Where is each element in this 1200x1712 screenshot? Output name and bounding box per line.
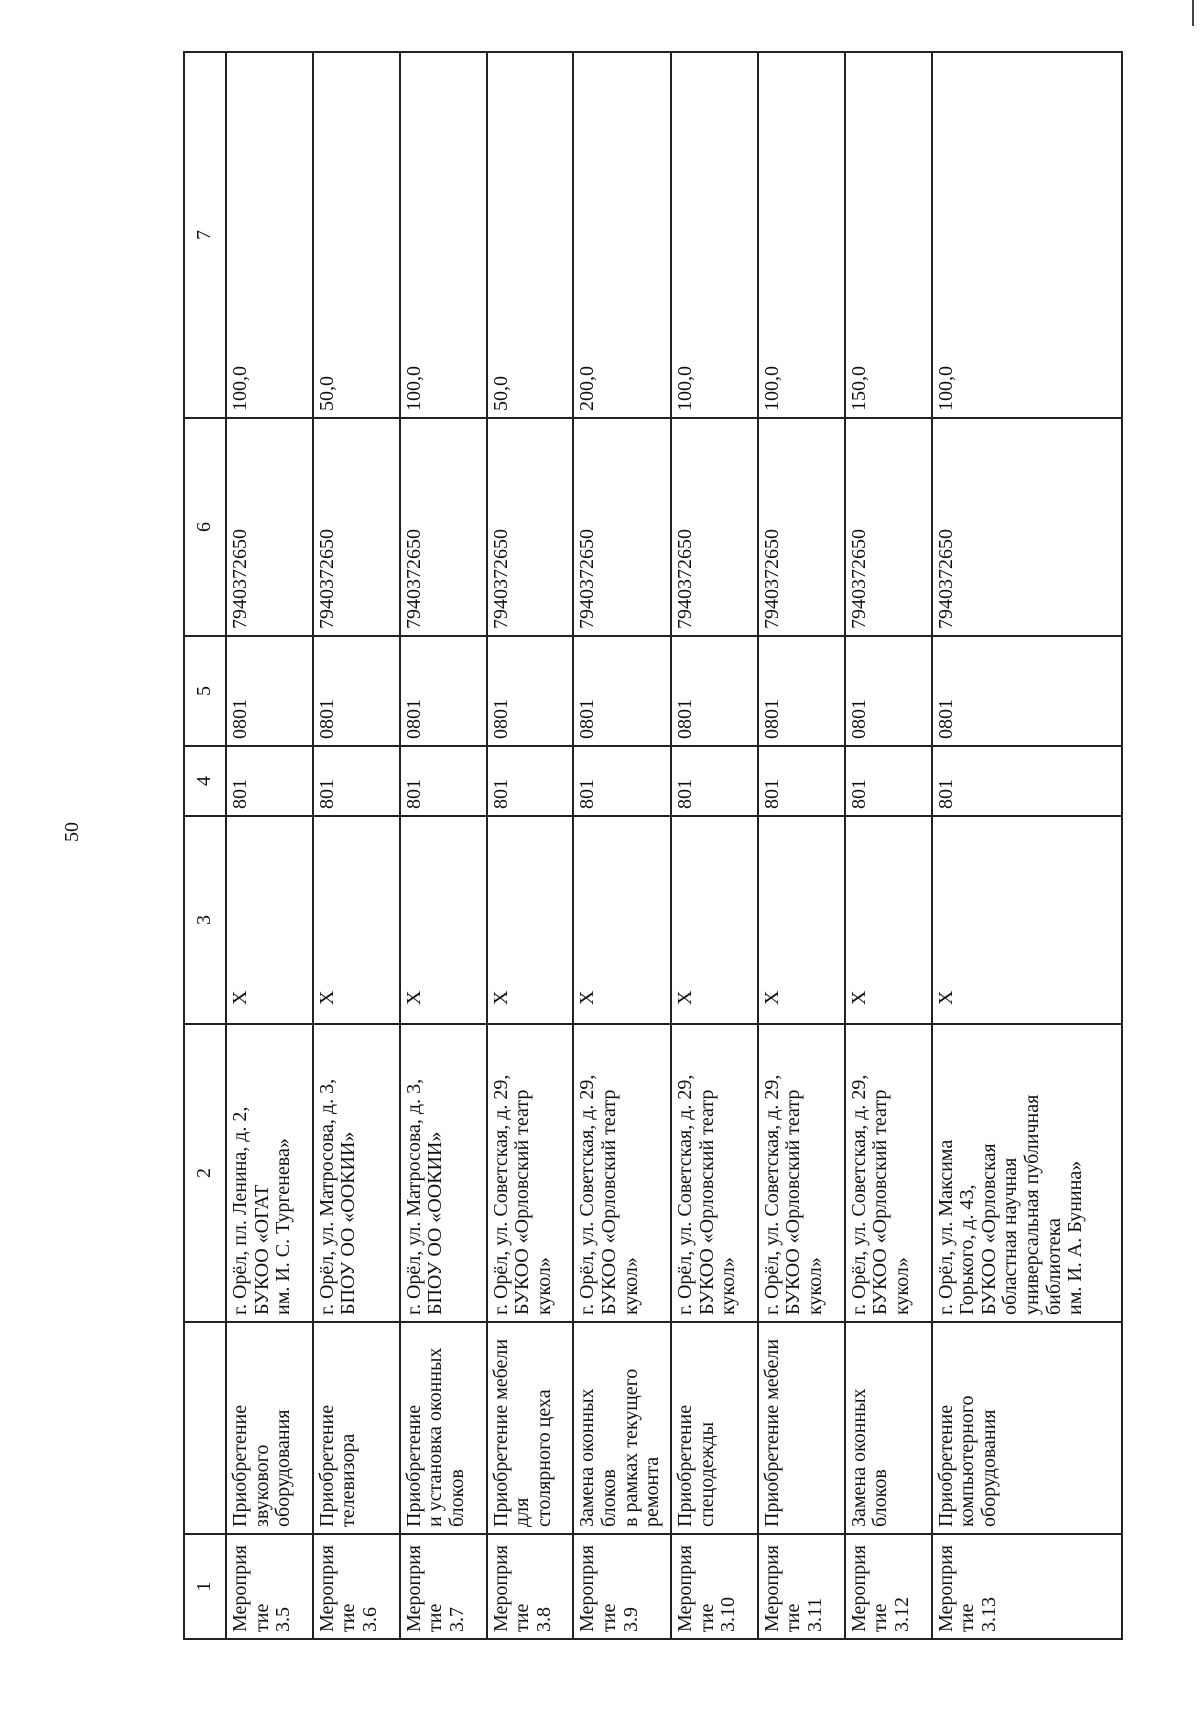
activity-id-cell: [758, 1534, 845, 1639]
table-row: [758, 52, 845, 1639]
activity-id-cell: [845, 1534, 932, 1639]
page-number: 50: [61, 822, 83, 842]
column-header-5: 5: [184, 636, 226, 746]
address-cell-line: г. Орёл, ул. Матросова, д. 3,: [315, 1078, 338, 1315]
address-cell-line: им. И. С. Тургенева»: [272, 1138, 295, 1315]
activity-name-cell: [758, 1322, 845, 1534]
activity-id-cell-line: 3.9: [619, 1607, 642, 1632]
code-801-cell: 801: [400, 746, 487, 816]
activity-id-cell-line: 3.13: [977, 1597, 1000, 1632]
activity-id-cell-line: 3.7: [445, 1607, 468, 1632]
code-801-cell: 801: [845, 746, 932, 816]
address-cell-line: г. Орёл, ул. Советская, д. 29,: [760, 1074, 783, 1315]
amount-cell: 100,0: [758, 52, 845, 418]
address-cell: [400, 1024, 487, 1322]
table-body: [226, 52, 1122, 1639]
address-cell: [932, 1024, 1122, 1322]
activity-name-cell-line: Приобретение звукового: [229, 1404, 273, 1527]
table-row: [400, 52, 487, 1639]
table-row: [573, 52, 671, 1639]
address-cell-line: универсальная публичная: [1020, 1094, 1043, 1315]
table-row: [845, 52, 932, 1639]
code-0801-cell: 0801: [758, 636, 845, 746]
activity-id-cell: [400, 1534, 487, 1639]
amount-cell: 50,0: [487, 52, 574, 418]
mark-cell: X: [573, 816, 671, 1024]
address-cell-line: БУКОО «Орловский театр: [695, 1089, 718, 1315]
mark-cell: X: [758, 816, 845, 1024]
mark-cell: X: [845, 816, 932, 1024]
activity-id-cell-line: 3.6: [359, 1607, 382, 1632]
activity-id-cell: [671, 1534, 758, 1639]
target-code-cell: 7940372650: [487, 418, 574, 636]
activity-name-cell-line: Приобретение: [402, 1404, 425, 1527]
table-row: [226, 52, 313, 1639]
address-cell-line: г. Орёл, ул. Максима: [934, 1139, 957, 1315]
address-cell-line: им. И. А. Бунина»: [1064, 1160, 1087, 1315]
mark-cell: X: [487, 816, 574, 1024]
activity-id-cell-line: 3.5: [272, 1607, 295, 1632]
activity-name-cell: [226, 1322, 313, 1534]
activity-name-cell-line: Приобретение: [674, 1404, 697, 1527]
target-code-cell: 7940372650: [758, 418, 845, 636]
address-cell-line: областная научная: [999, 1157, 1022, 1315]
mark-cell: X: [400, 816, 487, 1024]
activity-name-cell: [573, 1322, 671, 1534]
activity-name-cell-line: оборудования: [977, 1409, 1000, 1527]
address-cell: [845, 1024, 932, 1322]
activity-name-cell: [400, 1322, 487, 1534]
column-header-1: 1: [184, 1534, 226, 1639]
address-cell-line: г. Орёл, ул. Советская, д. 29,: [576, 1074, 599, 1315]
column-header-7: 7: [184, 52, 226, 418]
activity-name-cell-line: в рамках текущего: [619, 1368, 642, 1527]
activity-name-cell: [932, 1322, 1122, 1534]
table-container: [183, 53, 1123, 1640]
address-cell-line: БУКОО «Орловский театр: [598, 1089, 621, 1315]
activity-id-cell: [313, 1534, 400, 1639]
activity-id-cell-line: Мероприятие: [402, 1544, 447, 1632]
code-0801-cell: 0801: [932, 636, 1122, 746]
activity-id-cell-line: Мероприятие: [760, 1544, 805, 1632]
column-header-2: 2: [184, 1024, 226, 1322]
address-cell-line: г. Орёл, пл. Ленина, д. 2,: [229, 1106, 251, 1315]
column-header-2-name: [184, 1322, 226, 1534]
amount-cell: 100,0: [226, 52, 313, 418]
target-code-cell: 7940372650: [313, 418, 400, 636]
activity-id-cell-line: Мероприятие: [674, 1544, 718, 1632]
target-code-cell: 7940372650: [671, 418, 758, 636]
activity-id-cell: [487, 1534, 574, 1639]
table-row: [932, 52, 1122, 1639]
code-801-cell: 801: [487, 746, 574, 816]
column-header-3: 3: [184, 816, 226, 1024]
code-801-cell: 801: [226, 746, 313, 816]
address-cell-line: БПОУ ОО «ООКИИ»: [424, 1131, 447, 1315]
address-cell: [487, 1024, 574, 1322]
code-801-cell: 801: [313, 746, 400, 816]
table-row: [671, 52, 758, 1639]
address-cell-line: библиотека: [1042, 1218, 1065, 1315]
address-cell-line: БУКОО «Орловский театр: [869, 1089, 892, 1315]
address-cell-line: кукол»: [717, 1257, 740, 1315]
code-801-cell: 801: [671, 746, 758, 816]
activity-name-cell-line: блоков: [445, 1469, 468, 1527]
amount-cell: 100,0: [932, 52, 1122, 418]
activity-name-cell-line: Приобретение мебели для: [489, 1338, 534, 1527]
activity-name-cell: [487, 1322, 574, 1534]
activity-id-cell-line: Мероприятие: [847, 1544, 892, 1632]
address-cell-line: БУКОО «Орловская: [977, 1143, 1000, 1315]
target-code-cell: 7940372650: [400, 418, 487, 636]
address-cell-line: г. Орёл, ул. Матросова, д. 3,: [402, 1078, 425, 1315]
address-cell-line: БУКОО «Орловский театр: [511, 1089, 534, 1315]
code-0801-cell: 0801: [487, 636, 574, 746]
column-header-4: 4: [184, 746, 226, 816]
amount-cell: 50,0: [313, 52, 400, 418]
activity-name-cell-line: Приобретение: [934, 1404, 957, 1527]
activity-name-cell-line: оборудования: [272, 1409, 295, 1527]
amount-cell: 100,0: [400, 52, 487, 418]
address-cell-line: кукол»: [890, 1257, 913, 1315]
code-0801-cell: 0801: [845, 636, 932, 746]
code-801-cell: 801: [932, 746, 1122, 816]
activity-id-cell-line: 3.8: [532, 1607, 555, 1632]
address-cell-line: БПОУ ОО «ООКИИ»: [337, 1131, 360, 1315]
mark-cell: X: [932, 816, 1122, 1024]
activity-id-cell-line: 3.11: [804, 1597, 827, 1632]
activity-name-cell-line: столярного цеха: [532, 1389, 555, 1527]
address-cell: [671, 1024, 758, 1322]
activity-name-cell: [845, 1322, 932, 1534]
activities-table: [183, 51, 1123, 1640]
code-0801-cell: 0801: [400, 636, 487, 746]
activity-id-cell: [932, 1534, 1122, 1639]
address-cell-line: г. Орёл, ул. Советская, д. 29,: [847, 1074, 870, 1315]
address-cell-line: кукол»: [532, 1257, 555, 1315]
activity-name-cell-line: Приобретение телевизора: [315, 1404, 360, 1527]
activity-name-cell-line: Замена оконных блоков: [576, 1388, 621, 1527]
mark-cell: X: [313, 816, 400, 1024]
target-code-cell: 7940372650: [226, 418, 313, 636]
code-0801-cell: 0801: [226, 636, 313, 746]
activity-id-cell: [226, 1534, 313, 1639]
activity-id-cell-line: 3.12: [890, 1597, 913, 1632]
address-cell: [226, 1024, 313, 1322]
activity-name-cell-line: Замена оконных блоков: [847, 1388, 892, 1527]
address-cell-line: кукол»: [619, 1257, 642, 1315]
address-cell-line: БУКОО «Орловский театр: [782, 1089, 805, 1315]
mark-cell: X: [671, 816, 758, 1024]
header-row: [184, 52, 226, 1639]
code-0801-cell: 0801: [573, 636, 671, 746]
address-cell-line: кукол»: [804, 1257, 827, 1315]
table-row: [313, 52, 400, 1639]
address-cell-line: г. Орёл, ул. Советская, д. 29,: [674, 1074, 697, 1315]
activity-id-cell-line: Мероприятие: [489, 1544, 534, 1632]
code-0801-cell: 0801: [313, 636, 400, 746]
amount-cell: 100,0: [671, 52, 758, 418]
target-code-cell: 7940372650: [932, 418, 1122, 636]
address-cell: [758, 1024, 845, 1322]
activity-id-cell-line: 3.10: [717, 1597, 740, 1632]
activity-id-cell-line: Мероприятие: [576, 1544, 621, 1632]
code-0801-cell: 0801: [671, 636, 758, 746]
code-801-cell: 801: [573, 746, 671, 816]
address-cell-line: г. Орёл, ул. Советская, д. 29,: [489, 1074, 512, 1315]
amount-cell: 150,0: [845, 52, 932, 418]
activity-id-cell-line: Мероприятие: [229, 1544, 273, 1632]
address-cell: [313, 1024, 400, 1322]
activity-name-cell-line: спецодежды: [695, 1421, 718, 1527]
table-row: [487, 52, 574, 1639]
activity-name-cell-line: ремонта: [641, 1456, 664, 1527]
address-cell: [573, 1024, 671, 1322]
column-header-6: 6: [184, 418, 226, 636]
target-code-cell: 7940372650: [573, 418, 671, 636]
mark-cell: X: [226, 816, 313, 1024]
scan-edge-mark: [1192, 0, 1194, 26]
activity-name-cell-line: компьютерного: [956, 1395, 979, 1527]
code-801-cell: 801: [758, 746, 845, 816]
activity-name-cell: [313, 1322, 400, 1534]
activity-name-cell-line: Приобретение мебели: [760, 1338, 783, 1527]
activity-name-cell: [671, 1322, 758, 1534]
activity-id-cell-line: Мероприятие: [934, 1544, 979, 1632]
activity-id-cell: [573, 1534, 671, 1639]
activity-id-cell-line: Мероприятие: [315, 1544, 360, 1632]
activity-name-cell-line: и установка оконных: [424, 1347, 447, 1527]
address-cell-line: Горького, д. 43,: [956, 1184, 979, 1315]
target-code-cell: 7940372650: [845, 418, 932, 636]
address-cell-line: БУКОО «ОГАТ: [250, 1184, 273, 1315]
amount-cell: 200,0: [573, 52, 671, 418]
